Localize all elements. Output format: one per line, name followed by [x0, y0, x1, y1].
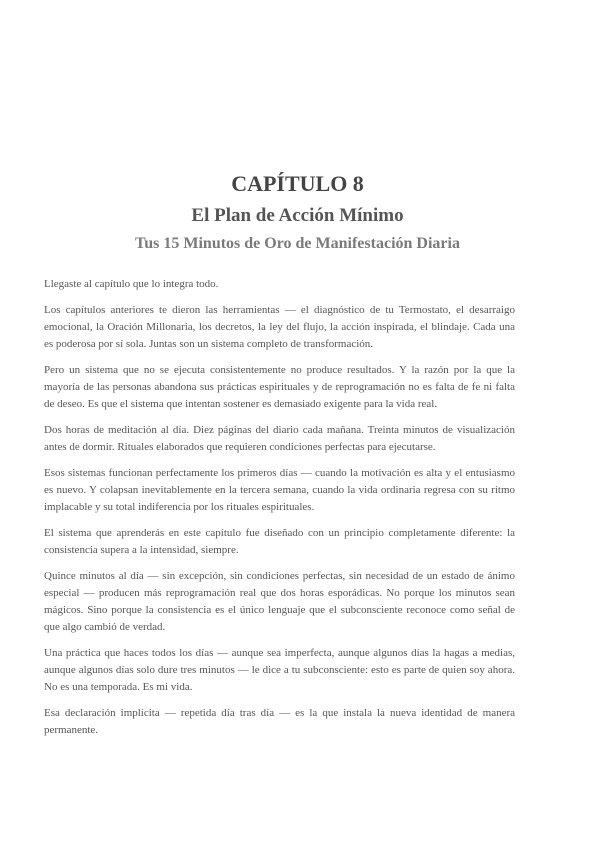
- chapter-subtitle: Tus 15 Minutos de Oro de Manifestación Diaria: [135, 235, 460, 252]
- chapter-title: El Plan de Acción Mínimo: [191, 205, 404, 226]
- paragraph: Llegaste al capítulo que lo integra todo.: [44, 278, 219, 290]
- paragraph: Pero un sistema que no se ejecuta consistentemente no produce resultados. Y la razón por la que la mayoría de las personas abandona sus prácticas espirituales y de reprogramación no es falta de fe ni falta de deseo. Es que el sistema que intentan sostener es demasiado exigente para la vida real.: [44, 364, 515, 410]
- paragraph: Una práctica que haces todos los días — aunque sea imperfecta, aunque algunos días la hagas a medias, aunque algunos días solo dure tres minutos — le dice a tu subconsciente: esto es parte de quien soy ahora. No es una temporada. Es mi vida.: [44, 647, 515, 693]
- paragraph: El sistema que aprenderás en este capítulo fue diseñado con un principio completamente diferente: la consistencia supera a la intensidad, siempre.: [44, 527, 515, 556]
- paragraph: Los capítulos anteriores te dieron las herramientas — el diagnóstico de tu Termostato, el desarraigo emocional, la Oración Millonaria, los decretos, la ley del flujo, la acción inspirada, el blindaje. Cada una es poderosa por sí sola. Juntas son un sistema completo de transformación.: [44, 304, 515, 350]
- paragraph: Quince minutos al día — sin excepción, sin condiciones perfectas, sin necesidad de un estado de ánimo especial — producen más reprogramación real que dos horas esporádicas. No porque los minutos sean mágicos. Sino porque la consistencia es el único lenguaje que el subconsciente reconoce como señal de que algo cambió de verdad.: [44, 570, 515, 633]
- paragraph: Esos sistemas funcionan perfectamente los primeros días — cuando la motivación es alta y el entusiasmo es nuevo. Y colapsan inevitablemente en la tercera semana, cuando la vida ordinaria regresa con su ritmo implacable y su total indiferencia por los rituales espirituales.: [44, 467, 515, 513]
- chapter-number: CAPÍTULO 8: [231, 171, 364, 196]
- chapter-header: [0, 170, 595, 255]
- paragraph: Dos horas de meditación al día. Diez páginas del diario cada mañana. Treinta minutos de visualización antes de dormir. Rituales elaborados que requieren condiciones perfectas para ejecutarse.: [44, 424, 515, 453]
- chapter-body: [44, 276, 515, 748]
- paragraph: Esa declaración implícita — repetida día tras día — es la que instala la nueva identidad de manera permanente.: [44, 707, 515, 736]
